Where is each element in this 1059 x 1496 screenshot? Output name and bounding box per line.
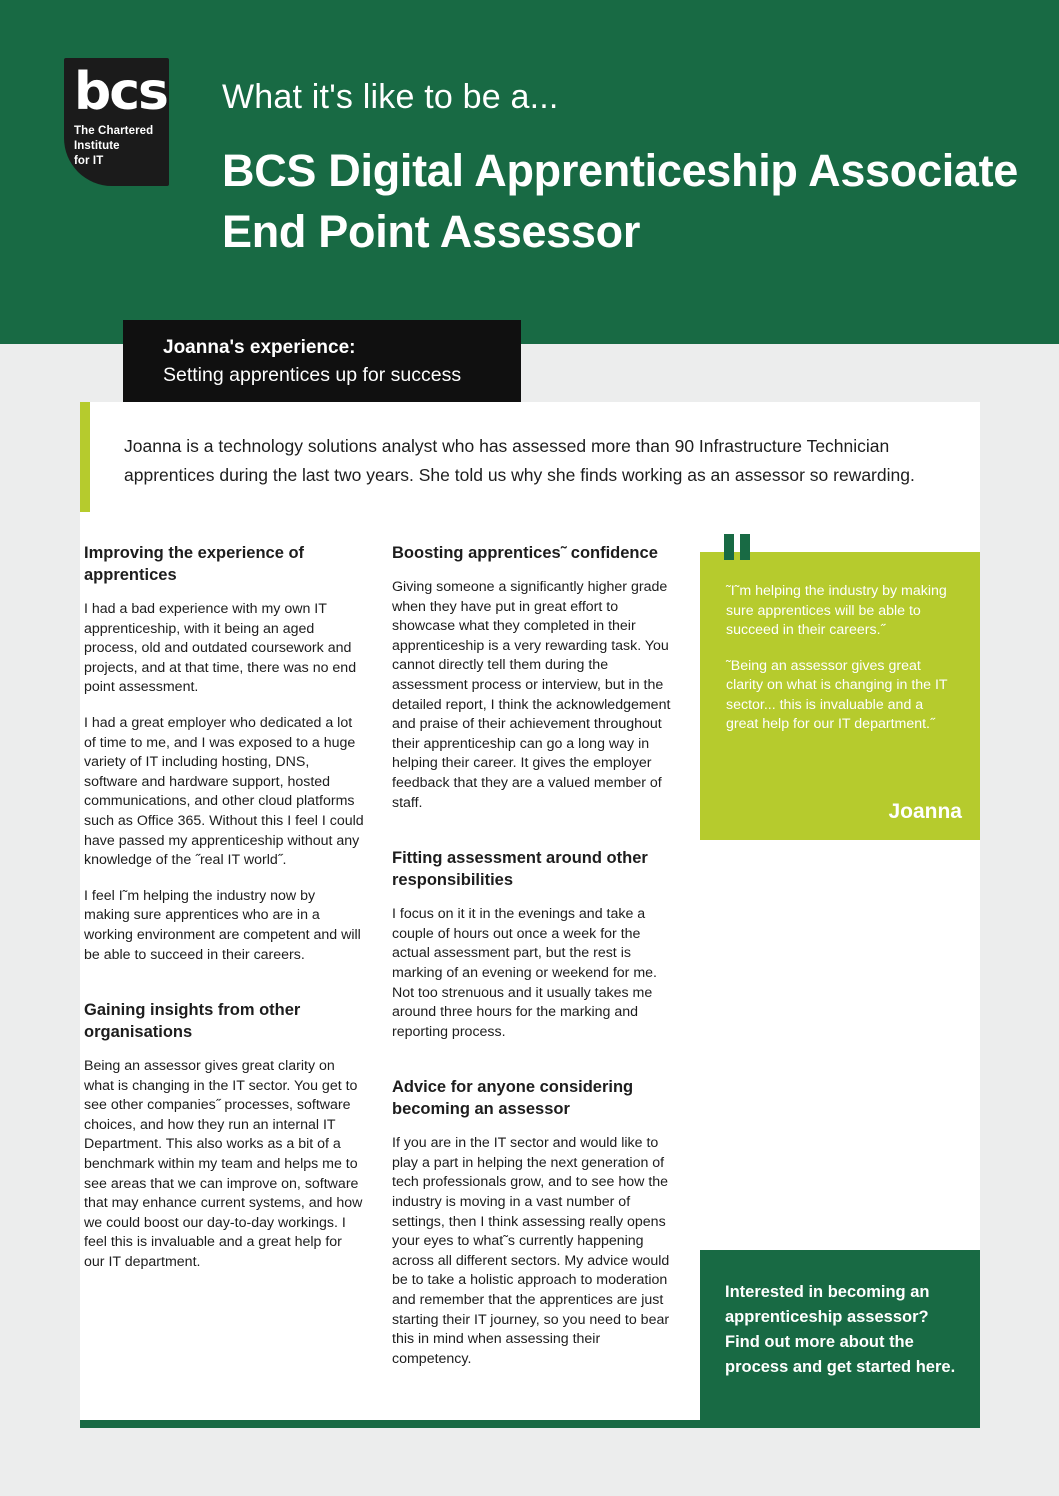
pull-quote-text xyxy=(726,582,958,751)
left-section1-paragraph2: I had a great employer who dedicated a lot of time to me, and I was exposed to a huge variety of IT including hosting, DNS, software and hardware support, hosted communications, and other cloud platforms such as Office 365. Without this I feel I could have passed my apprenticeship without any knowledge of the ˝real IT world˝. xyxy=(84,714,364,869)
page-title: BCS Digital Apprenticeship Associate End Point Assessor xyxy=(222,145,1019,257)
experience-banner-subtitle: Setting apprentices up for success xyxy=(163,364,462,386)
mid-section3-heading: Advice for anyone considering becoming an assessor xyxy=(392,1078,634,1119)
pull-quote-line2: ˜Being an assessor gives great clarity on what is changing in the IT sector... this is invaluable and a great help for our IT department.˝ xyxy=(726,657,948,732)
pull-quote-author: Joanna xyxy=(888,800,962,823)
cta-box[interactable] xyxy=(700,1250,980,1420)
pull-quote-box xyxy=(700,552,980,840)
bcs-logo-tagline: The Chartered Institute for IT xyxy=(74,125,154,167)
left-section1-paragraph1: I had a bad experience with my own IT apprenticeship, with it being an aged process, old and outdated coursework and projects, and at that time, there was no end point assessment. xyxy=(84,601,357,696)
left-section2-paragraph1: Being an assessor gives great clarity on what is changing in the IT sector. You get to see other companies˝ processes, software choices, and how they run an internal IT Department. This also works as a bit of a benchmark within my team and helps me to see areas that we can improve on, software that may enhance current systems, and how we could boost our day-to-day workings. I feel this is invaluable and a great help for our IT department. xyxy=(84,1058,363,1271)
mid-section2-heading: Fitting assessment around other responsibilities xyxy=(392,849,648,890)
left-section2-heading: Gaining insights from other organisations xyxy=(84,1001,301,1042)
mid-section3-paragraph1: If you are in the IT sector and would like to play a part in helping the next generation of tech professionals grow, and to see how the industry is moving in a vast number of settings, then I think assessing really opens your eyes to what˜s currently happening across all different sectors. My advice would be to take a holistic approach to moderation and remember that the apprentices are just starting their IT journey, so you need to bear this in mind when assessing their competency. xyxy=(392,1135,670,1367)
quote-mark-icon xyxy=(724,534,756,560)
footer-rule xyxy=(80,1420,980,1428)
pull-quote-line1: ˜I˜m helping the industry by making sure apprentices will be able to succeed in their careers.˝ xyxy=(726,583,947,638)
left-section1-heading: Improving the experience of apprentices xyxy=(84,544,305,584)
header-eyebrow: What it's like to be a... xyxy=(222,78,559,116)
mid-section1-paragraph1: Giving someone a significantly higher grade when they have put in great effort to showcase what they completed in their apprenticeship is a very rewarding task. You cannot directly tell them during the assessment process or interview, but in the detailed report, I think the acknowledgement and praise of their achievement throughout their apprenticeship can go a long way in helping their career. It gives the employer feedback that they are a valued member of staff. xyxy=(392,579,671,811)
intro-strip xyxy=(80,402,980,512)
middle-column xyxy=(392,542,680,1385)
experience-banner-title: Joanna's experience: xyxy=(163,337,356,358)
header-banner xyxy=(0,0,1059,344)
mid-section2-paragraph1: I focus on it it in the evenings and take a couple of hours out once a week for the actual assessment part, but the rest is marking of an evening or weekend for me. Not too strenuous and it usually takes me around three hours for the marking and reporting process. xyxy=(392,906,657,1040)
bcs-logo xyxy=(64,58,169,186)
intro-accent-bar xyxy=(80,402,90,512)
mid-section1-heading: Boosting apprentices˜ confidence xyxy=(392,544,658,562)
left-column xyxy=(84,542,364,1289)
bcs-logo-wordmark: bcs xyxy=(74,62,167,122)
left-section1-paragraph3: I feel I˜m helping the industry now by making sure apprentices who are in a working environment are competent and will be able to succeed in their careers. xyxy=(84,887,361,963)
experience-banner xyxy=(123,320,521,412)
cta-text[interactable]: Interested in becoming an apprenticeship assessor? Find out more about the process and get started here. xyxy=(725,1283,956,1376)
intro-text: Joanna is a technology solutions analyst who has assessed more than 90 Infrastructure Technician apprentices during the last two years. She told us why she finds working as an assessor so rewarding. xyxy=(124,436,915,485)
